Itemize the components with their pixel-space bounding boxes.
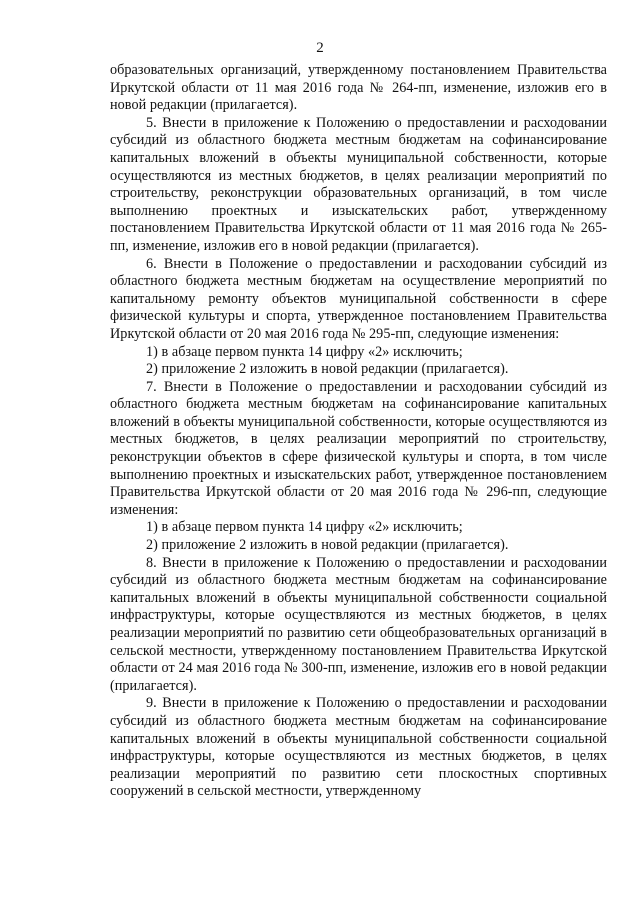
paragraph-item-7: 7. Внести в Положение о предоставлении и расходовании субсидий из областного бюджета местным бюджетам на софинансирование капитальных вложений в объекты муниципальной собственности, которые осуществляются из местных бюджетов, в целях реализации мероприятий по строительству, реконструкции объектов в сфере физической культуры и спорта, в том числе выполнению проектных и изыскательских работ, утвержденное постановлением Правительства Иркутской области от 20 мая 2016 года № 296-пп, следующие изменения: — [110, 378, 607, 518]
paragraph-continuation: образовательных организаций, утвержденному постановлением Правительства Иркутской области от 11 мая 2016 года № 264-пп, изменение, изложив его в новой редакции (прилагается). — [110, 62, 607, 114]
paragraph-item-9: 9. Внести в приложение к Положению о предоставлении и расходовании субсидий из областного бюджета местным бюджетам на софинансирование капитальных вложений в объекты муниципальной собственности социальной инфраструктуры, которые осуществляются из местных бюджетов, в целях реализации мероприятий по развитию сети плоскостных спортивных сооружений в сельской местности, утвержденному — [110, 695, 607, 800]
paragraph-item-6-sub-1: 1) в абзаце первом пункта 14 цифру «2» исключить; — [146, 343, 463, 360]
document-body — [110, 62, 607, 801]
paragraph-item-6: 6. Внести в Положение о предоставлении и расходовании субсидий из областного бюджета местным бюджетам на осуществление мероприятий по капитальному ремонту объектов муниципальной собственности в сфере физической культуры и спорта, утвержденное постановлением Правительства Иркутской области от 20 мая 2016 года № 295-пп, следующие изменения: — [110, 255, 607, 342]
page-number: 2 — [316, 40, 324, 56]
paragraph-item-7-sub-1: 1) в абзаце первом пункта 14 цифру «2» исключить; — [146, 519, 463, 536]
paragraph-item-6-sub-2: 2) приложение 2 изложить в новой редакции (прилагается). — [146, 361, 509, 378]
paragraph-item-5: 5. Внести в приложение к Положению о предоставлении и расходовании субсидий из областного бюджета местным бюджетам на софинансирование капитальных вложений в объекты муниципальной собственности, которые осуществляются из местных бюджетов, в целях реализации мероприятий по строительству, реконструкции образовательных организаций, в том числе выполнению проектных и изыскательских работ, утвержденному постановлением Правительства Иркутской области от 11 мая 2016 года № 265-пп, изменение, изложив его в новой редакции (прилагается). — [110, 114, 607, 254]
paragraph-item-7-sub-2: 2) приложение 2 изложить в новой редакции (прилагается). — [146, 537, 509, 554]
paragraph-item-8: 8. Внести в приложение к Положению о предоставлении и расходовании субсидий из областного бюджета местным бюджетам на софинансирование капитальных вложений в объекты муниципальной собственности социальной инфраструктуры, которые осуществляются из местных бюджетов, в целях реализации мероприятий по развитию сети общеобразовательных организаций в сельской местности, утвержденному постановлением Правительства Иркутской области от 24 мая 2016 года № 300-пп, изменение, изложив его в новой редакции (прилагается). — [110, 554, 607, 694]
